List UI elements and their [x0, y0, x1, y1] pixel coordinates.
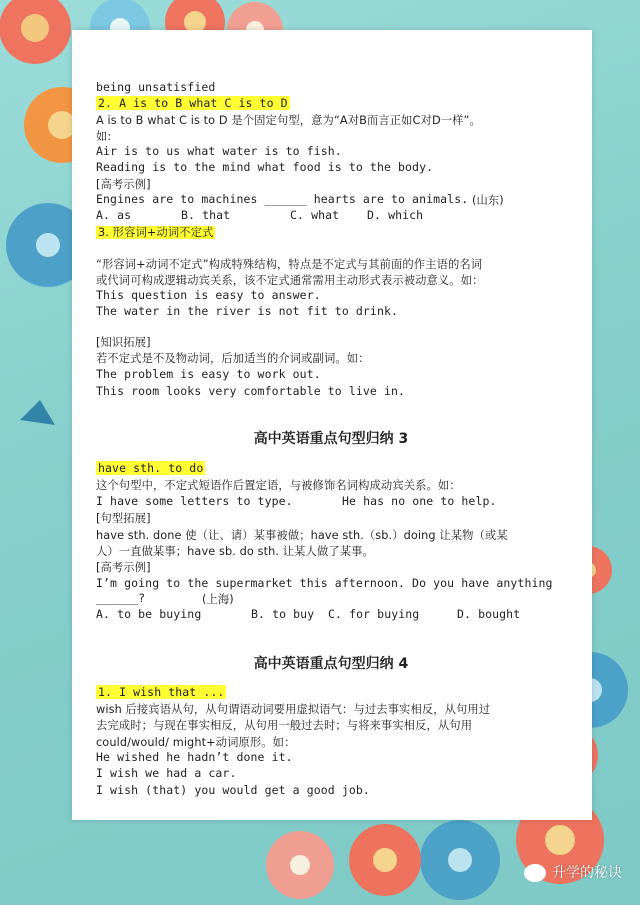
item-title: [96, 685, 226, 699]
example-sentence: Air is to us what water is to fish.: [96, 144, 342, 158]
option-b: B. to buy: [251, 607, 315, 621]
description: 人）一直做某事；have sb. do sth. 让某人做了某事。: [96, 545, 374, 558]
description: 去完成时；与现在事实相反，从句用一般过去时；与将来事实相反，从句用: [96, 719, 473, 732]
text-line: being unsatisfied: [96, 80, 216, 94]
question-source: (山东): [472, 194, 504, 207]
description: 若不定式是不及物动词，后加适当的介词或副词。如：: [96, 352, 370, 365]
item-title: [96, 96, 290, 110]
section-header: 高中英语重点句型归纳 4: [253, 656, 409, 672]
description: 或代词可构成逻辑动宾关系，该不定式通常需用主动形式表示被动意义。如：: [96, 274, 484, 287]
watermark-text: 升学的秘诀: [552, 865, 622, 881]
gaokao-label: [高考示例]: [96, 178, 151, 191]
option-a: A. as: [96, 208, 132, 222]
question-source: (上海): [202, 593, 234, 606]
description: could/would/ might+动词原形。如：: [96, 736, 296, 749]
description: “形容词+动词不定式”构成特殊结构，特点是不定式与其前面的作主语的名词: [96, 258, 483, 271]
example-sentence: The problem is easy to work out.: [96, 367, 321, 381]
extension-label: [知识拓展]: [96, 336, 151, 349]
question: I’m going to the supermarket this afternoon. Do you have anything: [96, 576, 553, 590]
example-sentence: I have some letters to type.: [96, 494, 293, 508]
example-sentence: The water in the river is not fit to drink.: [96, 304, 399, 318]
example-sentence: He wished he hadn’t done it.: [96, 750, 293, 764]
text-line: 如:: [96, 130, 112, 143]
option-d: D. bought: [457, 607, 521, 621]
item-title: [96, 224, 215, 240]
example-sentence: This room looks very comfortable to live in.: [96, 384, 406, 398]
highlight: 2. A is to B what C is to D: [98, 96, 288, 110]
section-header: 高中英语重点句型归纳 3: [253, 431, 409, 447]
highlight: have sth. to do: [98, 461, 204, 475]
example-sentence: I wish (that) you would get a good job.: [96, 783, 370, 797]
wechat-icon: [524, 864, 546, 882]
highlight: 3. 形容词+动词不定式: [98, 226, 214, 239]
question: Engines are to machines ______ hearts are to animals.: [96, 192, 469, 206]
example-sentence: He has no one to help.: [342, 494, 497, 508]
option-b: B. that: [181, 208, 231, 222]
example-sentence: I wish we had a car.: [96, 766, 237, 780]
option-c: C. for buying: [328, 607, 420, 621]
item-title: [96, 461, 205, 475]
description: 这个句型中，不定式短语作后置定语，与被修饰名词构成动宾关系。如：: [96, 479, 461, 492]
question: ______?: [96, 591, 146, 605]
description: wish 后接宾语从句，从句谓语动词要用虚拟语气：与过去事实相反，从句用过: [96, 703, 491, 716]
example-sentence: Reading is to the mind what food is to the body.: [96, 160, 434, 174]
watermark: [524, 862, 622, 882]
option-d: D. which: [367, 208, 424, 222]
description: have sth. done 使（让、请）某事被做；have sth.（sb.）doing 让某物（或某: [96, 529, 508, 542]
description: A is to B what C is to D 是个固定句型，意为“A对B而言正如C对D一样”。: [96, 114, 481, 127]
example-sentence: This question is easy to answer.: [96, 288, 321, 302]
gaokao-label: [高考示例]: [96, 561, 151, 574]
highlight: 1. I wish that ...: [98, 685, 225, 699]
option-a: A. to be buying: [96, 607, 202, 621]
extension-label: [句型拓展]: [96, 512, 151, 525]
option-c: C. what: [290, 208, 340, 222]
